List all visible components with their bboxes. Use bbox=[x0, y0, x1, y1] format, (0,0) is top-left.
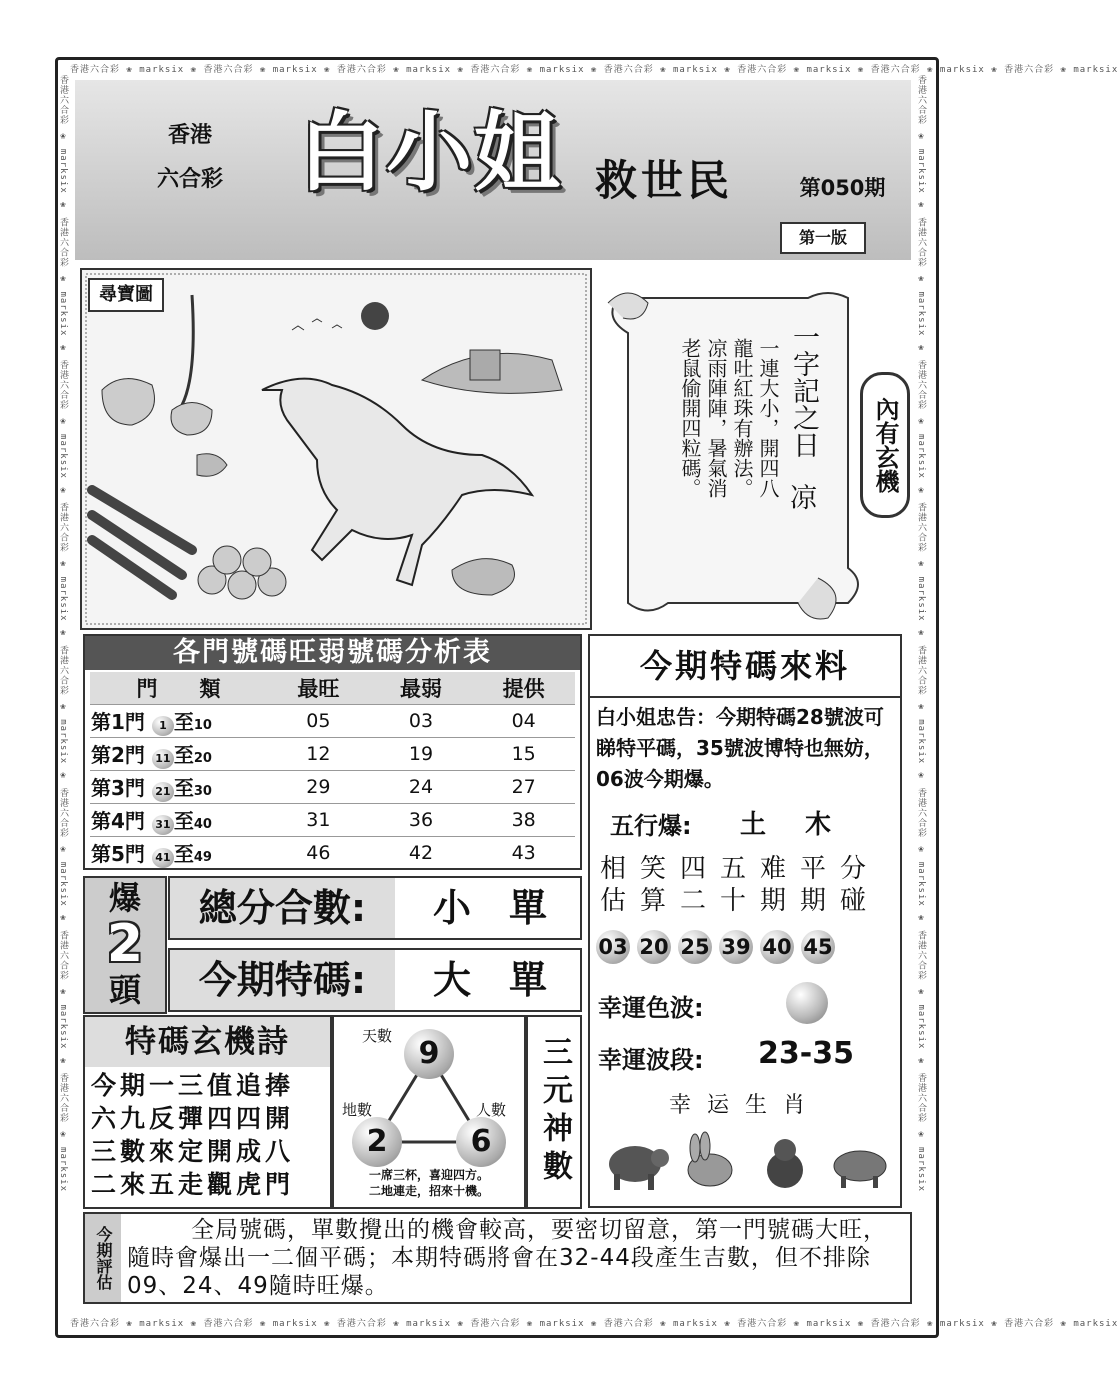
hot-number: 12 bbox=[306, 743, 331, 765]
triangle-caption-2: 二地連走，招來十機。 bbox=[368, 1184, 489, 1198]
range-end: 40 bbox=[193, 817, 212, 832]
hot-number: 31 bbox=[306, 809, 331, 831]
wuxing-earth: 土 bbox=[740, 810, 767, 840]
scroll-line-6: 老鼠偷開四粒碼。 bbox=[678, 338, 702, 498]
number-ball: 20 bbox=[637, 930, 671, 964]
poem-line: 六九反彈四四開 bbox=[91, 1104, 295, 1133]
col-offer: 提供 bbox=[502, 677, 545, 701]
triangle-panel bbox=[332, 1015, 526, 1209]
horse-illustration bbox=[82, 270, 590, 628]
burst-char-1: 爆 bbox=[108, 879, 141, 917]
range-start: 31 bbox=[152, 815, 174, 835]
range-start: 21 bbox=[152, 782, 174, 802]
evaluation-label: 今期評估 bbox=[85, 1214, 121, 1302]
watermark-top: 香港六合彩 ❀ marksix ❀ 香港六合彩 ❀ marksix ❀ 香港六合彩 ❀ marksix ❀ 香港六合彩 ❀ marksix ❀ 香港六合彩 ❀ marksix ❀ 香港六合彩 ❀ marksix ❀ 香港六合彩 ❀ marksix ❀ 香港六合彩 ❀ marksix bbox=[70, 65, 1118, 75]
number-ball: 39 bbox=[719, 930, 753, 964]
hot-number: 05 bbox=[306, 710, 331, 732]
wuxing-label: 五行爆: bbox=[610, 812, 692, 840]
number-balls bbox=[596, 930, 896, 964]
analysis-table-title: 各門號碼旺弱號碼分析表 bbox=[85, 636, 580, 670]
earth-label: 地數 bbox=[342, 1101, 373, 1119]
scroll-line-3: 一連大小，開四八 bbox=[756, 338, 780, 498]
sky-number: 9 bbox=[404, 1029, 454, 1079]
range-end: 49 bbox=[193, 850, 212, 865]
offer-number: 38 bbox=[511, 809, 536, 831]
range-to: 至 bbox=[173, 809, 194, 833]
special-title: 今期特碼來料 bbox=[590, 636, 900, 698]
human-number: 6 bbox=[456, 1117, 506, 1167]
special-label: 今期特碼: bbox=[170, 950, 395, 1010]
hand-line-1: 相笑四五难平分 bbox=[600, 854, 881, 884]
treasure-map-label: 尋寶圖 bbox=[88, 278, 164, 312]
door-label: 第1門 bbox=[91, 710, 145, 734]
special-panel bbox=[588, 634, 902, 1208]
range-to: 至 bbox=[173, 710, 194, 734]
sum-label: 總分合數: bbox=[170, 878, 395, 938]
rabbit-icon bbox=[675, 1134, 745, 1194]
door-label: 第3門 bbox=[91, 776, 145, 800]
special-advice: 白小姐忠告：今期特碼28號波可睇特平碼，35號波博特也無妨，06波今期爆。 bbox=[596, 705, 884, 791]
poem-title: 特碼玄機詩 bbox=[85, 1017, 330, 1067]
table-row bbox=[90, 705, 575, 738]
cold-number: 24 bbox=[408, 776, 434, 798]
table-row bbox=[90, 738, 575, 771]
number-ball: 45 bbox=[801, 930, 835, 964]
special-row bbox=[168, 948, 582, 1012]
zodiac-icons bbox=[600, 1134, 890, 1194]
analysis-table-panel bbox=[83, 634, 582, 870]
cold-number: 36 bbox=[408, 809, 434, 831]
watermark-left: 香港六合彩 ❀ marksix ❀ 香港六合彩 ❀ marksix ❀ 香港六合彩 ❀ marksix ❀ 香港六合彩 ❀ marksix ❀ 香港六合彩 ❀ marksix ❀ 香港六合彩 ❀ marksix ❀ 香港六合彩 ❀ marksix ❀ 香港六合彩 ❀ marksix bbox=[58, 75, 68, 1192]
lucky-color-ball-icon bbox=[786, 982, 828, 1024]
edition-badge: 第一版 bbox=[780, 222, 866, 254]
analysis-table bbox=[90, 672, 575, 869]
burst-char-2: 2 bbox=[106, 914, 144, 974]
scroll-line-1: 一字記之日 bbox=[788, 323, 819, 458]
lucky-range-value: 23-35 bbox=[758, 1036, 854, 1071]
scroll-line-2: 凉 bbox=[785, 483, 816, 510]
page-subtitle: 救世民 bbox=[595, 156, 734, 205]
burst-char-3: 頭 bbox=[108, 971, 141, 1009]
range-start: 1 bbox=[152, 716, 174, 736]
poem-panel bbox=[83, 1015, 332, 1209]
range-start: 41 bbox=[152, 848, 174, 868]
range-end: 20 bbox=[193, 751, 212, 766]
range-end: 10 bbox=[193, 718, 212, 733]
door-label: 第4門 bbox=[91, 809, 145, 833]
secret-seal: 內有玄機 bbox=[860, 372, 910, 518]
offer-number: 27 bbox=[511, 776, 536, 798]
earth-number: 2 bbox=[352, 1117, 402, 1167]
riddle-scroll bbox=[598, 278, 860, 628]
issue-number: 第050期 bbox=[799, 176, 886, 200]
monkey-icon bbox=[750, 1134, 820, 1194]
number-ball: 40 bbox=[760, 930, 794, 964]
cold-number: 03 bbox=[408, 710, 434, 732]
hand-line-2: 估算二十期期碰 bbox=[600, 886, 881, 916]
table-row bbox=[90, 837, 575, 870]
col-cold: 最弱 bbox=[399, 677, 442, 701]
watermark-right: 香港六合彩 ❀ marksix ❀ 香港六合彩 ❀ marksix ❀ 香港六合彩 ❀ marksix ❀ 香港六合彩 ❀ marksix ❀ 香港六合彩 ❀ marksix ❀ 香港六合彩 ❀ marksix ❀ 香港六合彩 ❀ marksix ❀ 香港六合彩 ❀ marksix bbox=[916, 75, 926, 1192]
range-to: 至 bbox=[173, 842, 194, 866]
pig-icon bbox=[825, 1134, 895, 1194]
cold-number: 19 bbox=[408, 743, 434, 765]
table-row bbox=[90, 804, 575, 837]
hot-number: 29 bbox=[306, 776, 331, 798]
watermark-bottom: 香港六合彩 ❀ marksix ❀ 香港六合彩 ❀ marksix ❀ 香港六合彩 ❀ marksix ❀ 香港六合彩 ❀ marksix ❀ 香港六合彩 ❀ marksix ❀ 香港六合彩 ❀ marksix ❀ 香港六合彩 ❀ marksix ❀ 香港六合彩 ❀ marksix bbox=[70, 1319, 1118, 1329]
burst-badge bbox=[83, 876, 167, 1014]
wuxing-wood: 木 bbox=[805, 810, 832, 840]
sum-row bbox=[168, 876, 582, 940]
evaluation-panel bbox=[83, 1212, 912, 1304]
treasure-map-picture bbox=[80, 268, 592, 630]
offer-number: 43 bbox=[511, 842, 536, 864]
scroll-line-4: 龍吐紅珠有辦法。 bbox=[730, 338, 754, 498]
poem-line: 今期一三值追捧 bbox=[91, 1071, 295, 1100]
table-row bbox=[90, 771, 575, 804]
hot-number: 46 bbox=[306, 842, 331, 864]
lucky-color-label: 幸運色波: bbox=[598, 994, 704, 1022]
range-start: 11 bbox=[152, 749, 174, 769]
door-label: 第5門 bbox=[91, 842, 145, 866]
door-label: 第2門 bbox=[91, 743, 145, 767]
poem-line: 二來五走觀虎門 bbox=[91, 1170, 295, 1199]
col-door: 門 類 bbox=[136, 677, 221, 701]
zodiac-label: 幸运生肖 bbox=[668, 1093, 821, 1118]
offer-number: 15 bbox=[511, 743, 536, 765]
range-end: 30 bbox=[193, 784, 212, 799]
scroll-icon bbox=[598, 278, 860, 628]
three-element-numbers: 三元神數 bbox=[526, 1015, 582, 1209]
col-hot: 最旺 bbox=[297, 677, 340, 701]
triangle-caption-1: 一席三杯，喜迎四方。 bbox=[368, 1168, 489, 1182]
range-to: 至 bbox=[173, 776, 194, 800]
poem-body bbox=[85, 1067, 330, 1201]
number-ball: 25 bbox=[678, 930, 712, 964]
cold-number: 42 bbox=[408, 842, 434, 864]
sum-value: 小 單 bbox=[432, 886, 547, 930]
offer-number: 04 bbox=[511, 710, 536, 732]
range-to: 至 bbox=[173, 743, 194, 767]
lucky-range-label: 幸運波段: bbox=[598, 1046, 704, 1074]
brand-line1: 香港 bbox=[167, 122, 212, 148]
special-value: 大 單 bbox=[432, 958, 547, 1002]
poem-line: 三數來定開成八 bbox=[91, 1137, 295, 1166]
scroll-line-5: 凉雨陣陣，暑氣消 bbox=[704, 338, 728, 498]
number-ball: 03 bbox=[596, 930, 630, 964]
page-title: 白小姐 bbox=[298, 103, 562, 203]
brand-line2: 六合彩 bbox=[156, 166, 223, 192]
human-label: 人數 bbox=[476, 1101, 507, 1119]
evaluation-text: 全局號碼，單數攪出的機會較高，要密切留意，第一門號碼大旺，隨時會爆出一二個平碼；本期特碼將會在32-44段產生吉數，但不排除09、24、49隨時旺爆。 bbox=[127, 1217, 887, 1299]
sky-label: 天數 bbox=[362, 1027, 393, 1045]
